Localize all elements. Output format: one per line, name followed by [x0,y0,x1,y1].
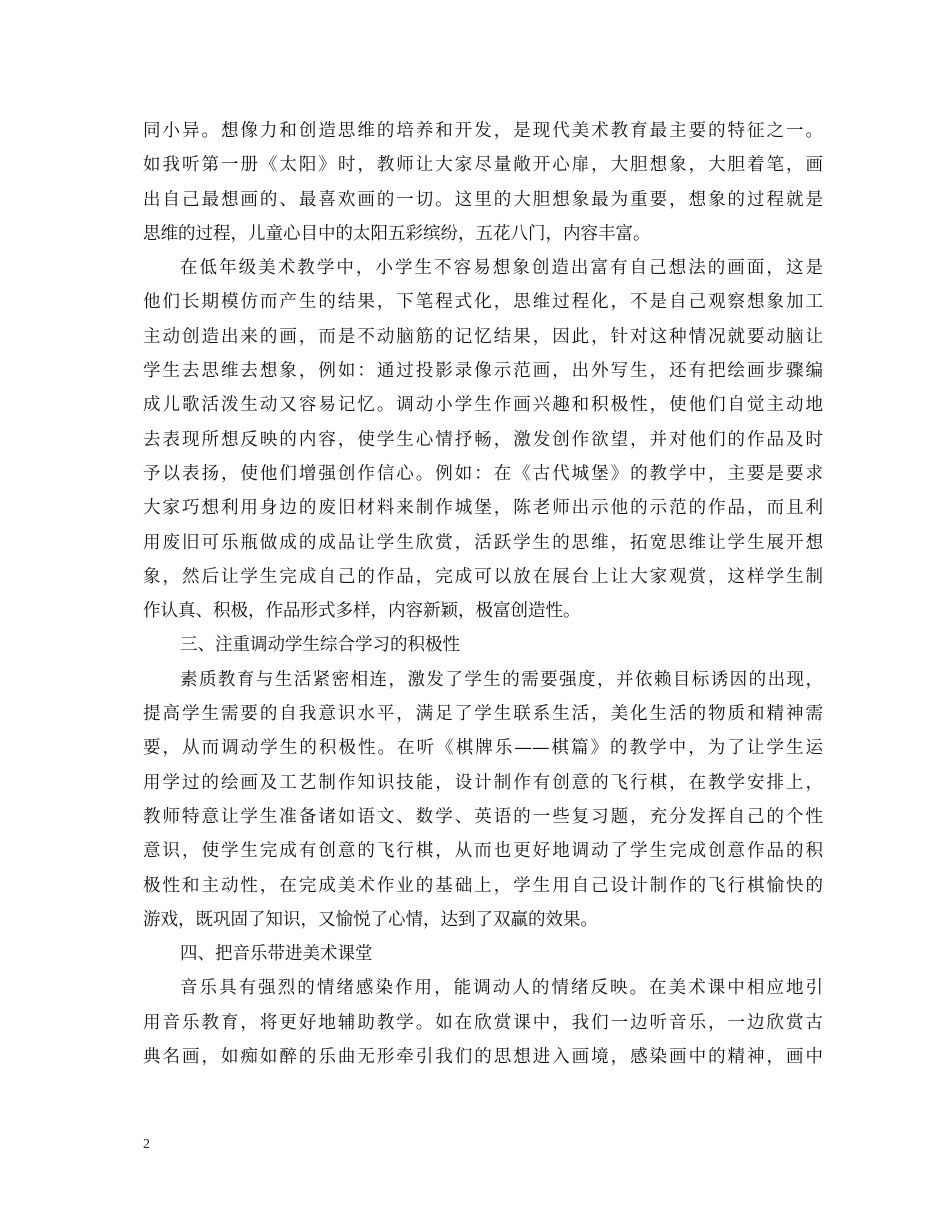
text-line: 教师特意让学生准备诸如语文、数学、英语的一些复习题，充分发挥自己的个性 [143,806,823,827]
text-line: 如我听第一册《太阳》时，教师让大家尽量敞开心扉，大胆想象，大胆着笔，画 [143,155,823,176]
text-line: 用学过的绘画及工艺制作知识技能，设计制作有创意的飞行棋，在教学安排上， [143,772,823,793]
text-line: 出自己最想画的、最喜欢画的一切。这里的大胆想象最为重要，想象的过程就是 [143,189,823,210]
document-body [143,114,823,1074]
text-line: 成儿歌活泼生动又容易记忆。调动小学生作画兴趣和积极性，使他们自觉主动地 [143,395,823,416]
paragraph-first-line: 素质教育与生活紧密相连，激发了学生的需要强度，并依赖目标诱因的出现， [180,669,823,690]
text-line: 用废旧可乐瓶做成的成品让学生欣赏，活跃学生的思维，拓宽思维让学生展开想 [143,532,823,553]
text-line: 他们长期模仿而产生的结果，下笔程式化，思维过程化，不是自己观察想象加工 [143,292,823,313]
section-heading: 三、注重调动学生综合学习的积极性 [180,635,460,656]
text-line: 典名画，如痴如醉的乐曲无形牵引我们的思想进入画境，感染画中的精神，画中 [143,1047,823,1068]
paragraph-first-line: 在低年级美术教学中，小学生不容易想象创造出富有自己想法的画面，这是 [180,258,823,279]
paragraph-first-line: 音乐具有强烈的情绪感染作用，能调动人的情绪反映。在美术课中相应地引 [180,978,823,999]
section-heading: 四、把音乐带进美术课堂 [180,944,373,965]
text-line: 要，从而调动学生的积极性。在听《棋牌乐——棋篇》的教学中，为了让学生运 [143,738,823,759]
text-line: 去表现所想反映的内容，使学生心情抒畅，激发创作欲望，并对他们的作品及时 [143,429,823,450]
text-line: 大家巧想利用身边的废旧材料来制作城堡，陈老师出示他的示范的作品，而且利 [143,498,823,519]
text-line: 主动创造出来的画，而是不动脑筋的记忆结果，因此，针对这种情况就要动脑让 [143,326,823,347]
text-line: 学生去思维去想象，例如：通过投影录像示范画，出外写生，还有把绘画步骤编 [143,361,823,382]
text-line: 极性和主动性，在完成美术作业的基础上，学生用自己设计制作的飞行棋愉快的 [143,875,823,896]
text-line: 作认真、积极，作品形式多样，内容新颖，极富创造性。 [143,601,581,622]
page-number: 2 [143,1137,150,1152]
text-line: 意识，使学生完成有创意的飞行棋，从而也更好地调动了学生完成创意作品的积 [143,841,823,862]
text-line: 思维的过程，儿童心目中的太阳五彩缤纷，五花八门，内容丰富。 [143,223,651,244]
text-line: 象，然后让学生完成自己的作品，完成可以放在展台上让大家观赏，这样学生制 [143,566,823,587]
text-line: 游戏，既巩固了知识，又愉悦了心情，达到了双赢的效果。 [143,909,598,930]
text-line: 予以表扬，使他们增强创作信心。例如：在《古代城堡》的教学中，主要是要求 [143,463,823,484]
text-line: 提高学生需要的自我意识水平，满足了学生联系生活，美化生活的物质和精神需 [143,704,823,725]
text-line: 用音乐教育，将更好地辅助教学。如在欣赏课中，我们一边听音乐，一边欣赏古 [143,1012,823,1033]
text-line: 同小异。想像力和创造思维的培养和开发，是现代美术教育最主要的特征之一。 [143,121,823,141]
